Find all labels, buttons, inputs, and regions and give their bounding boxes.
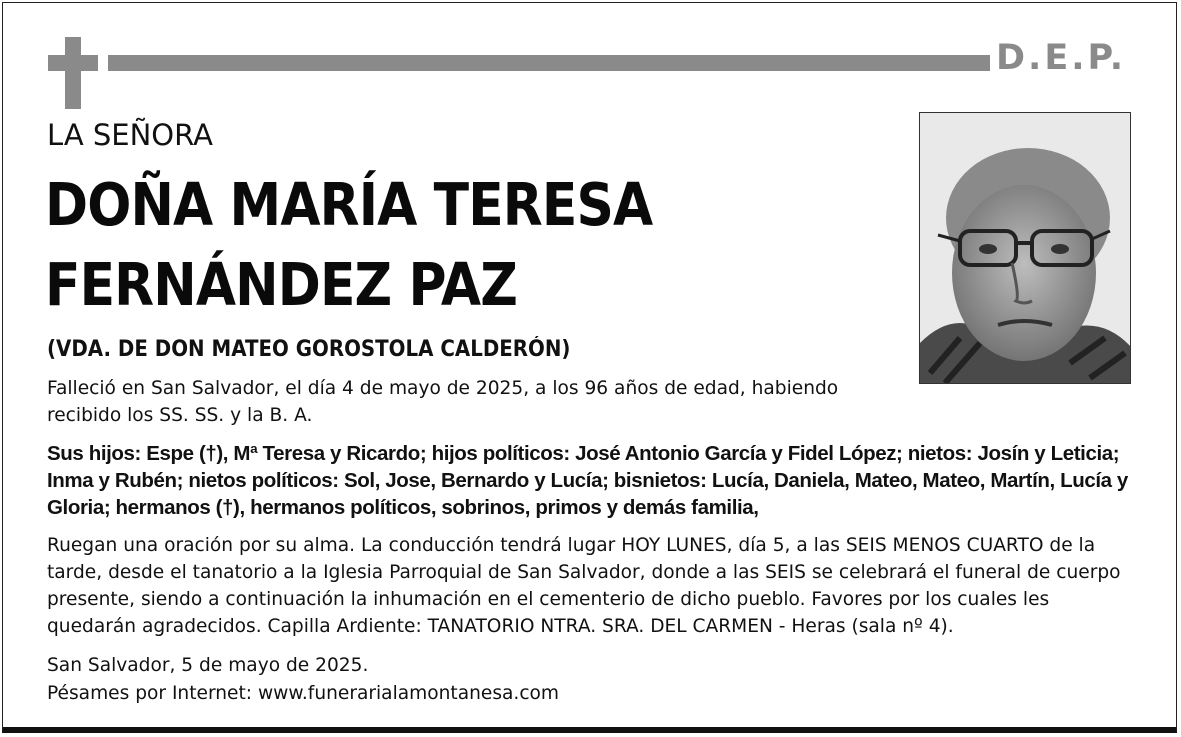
title-prefix: LA SEÑORA xyxy=(47,118,213,152)
deceased-name-line2: FERNÁNDEZ PAZ xyxy=(45,250,517,319)
cross-icon xyxy=(65,37,81,109)
portrait-image xyxy=(920,113,1131,384)
portrait-photo xyxy=(919,112,1131,384)
deceased-name-line1: DOÑA MARÍA TERESA xyxy=(45,170,653,239)
condolences-line: Pésames por Internet: www.funerarialamontanesa.com xyxy=(47,683,560,704)
widow-of: (VDA. DE DON MATEO GOROSTOLA CALDERÓN) xyxy=(47,337,571,362)
ceremony-details: Ruegan una oración por su alma. La conducción tendrá lugar HOY LUNES, día 5, a las SEIS MENOS CUARTO de la tarde, desde el tanatorio a la Iglesia Parroquial de San Salvador, donde a las SEIS se celebrará el funeral de cuerpo presente, siendo a continuación la inhumación en el cementerio de dicho pueblo. Favores por los cuales les quedarán agradecidos. Capilla Ardiente: TANATORIO NTRA. SRA. DEL CARMEN - Heras (sala nº 4). xyxy=(47,535,1121,637)
cross-icon-bar xyxy=(48,55,98,71)
family-list: Sus hijos: Espe (†), Mª Teresa y Ricardo; hijos políticos: José Antonio García y Fidel López; nietos: Josín y Leticia; Inma y Rubén; nietos políticos: Sol, Jose, Bernardo y Lucía; bisnietos: Lucía, Daniela, Mateo, Mateo, Martín, Lucía y Gloria; hermanos (†), hermanos políticos, sobrinos, primos y demás familia, xyxy=(47,442,1128,519)
dep-label: D.E.P. xyxy=(996,38,1127,78)
place-date: San Salvador, 5 de mayo de 2025. xyxy=(47,655,369,676)
death-notice: Falleció en San Salvador, el día 4 de mayo de 2025, a los 96 años de edad, habiendo recibido los SS. SS. y la B. A. xyxy=(47,378,839,426)
header-rule xyxy=(108,55,990,71)
